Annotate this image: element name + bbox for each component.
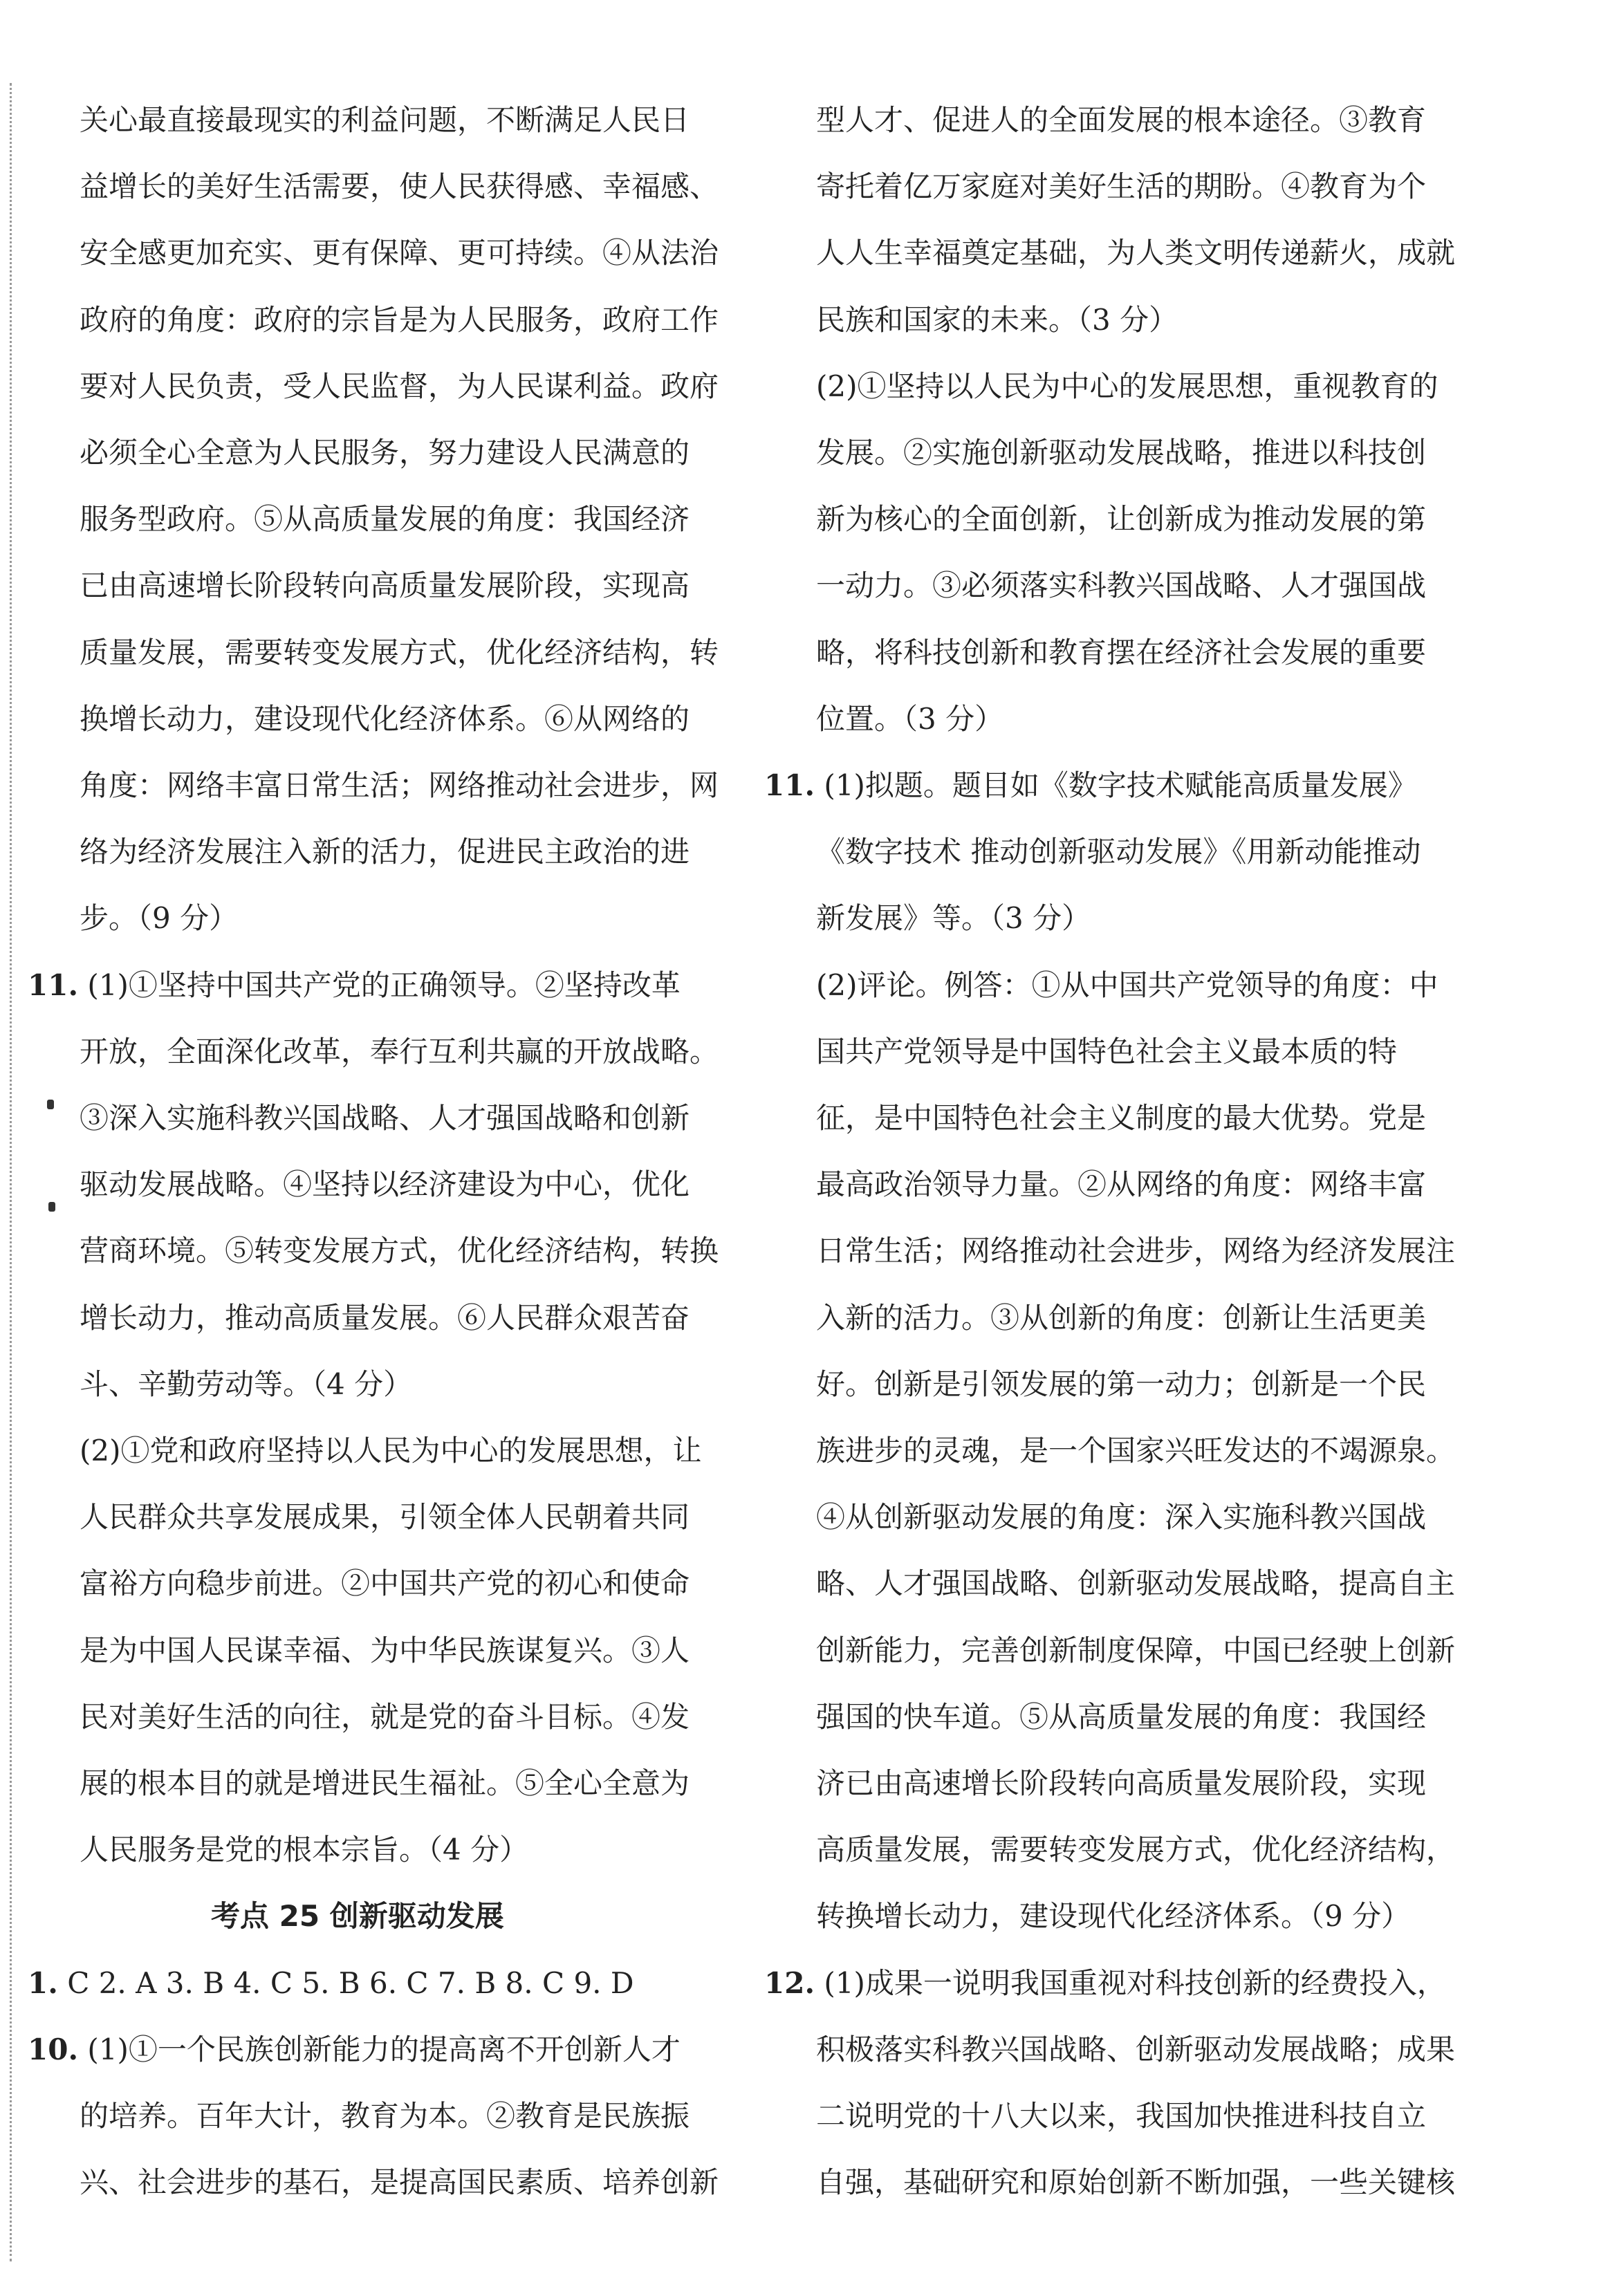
- left-column-line: 角度：网络丰富日常生活；网络推动社会进步，网: [80, 768, 719, 802]
- left-column-line: 益增长的美好生活需要，使人民获得感、幸福感、: [80, 169, 719, 204]
- right-column-line: 高质量发展，需要转变发展方式，优化经济结构，: [816, 1833, 1456, 1867]
- left-column-line: [28, 1967, 634, 2000]
- right-column-line: 《数字技术 推动创新驱动发展》《用新动能推动: [816, 835, 1421, 869]
- left-column-line: 质量发展，需要转变发展方式，优化经济结构，转: [80, 635, 719, 669]
- left-column-line: 安全感更加充实、更有保障、更可持续。④从法治: [80, 236, 719, 270]
- item-number: 11.: [764, 768, 815, 802]
- left-column-line: 民对美好生活的向往，就是党的奋斗目标。④发: [80, 1699, 690, 1734]
- item-number: 10.: [28, 2032, 79, 2066]
- right-column-line: 入新的活力。③从创新的角度：创新让生活更美: [816, 1300, 1427, 1335]
- left-column-line: 开放，全面深化改革，奉行互利共赢的开放战略。: [80, 1034, 719, 1068]
- left-column-line: 必须全心全意为人民服务，努力建设人民满意的: [80, 436, 690, 470]
- left-column-line: 展的根本目的就是增进民生福祉。⑤全心全意为: [80, 1766, 690, 1800]
- right-column-line: 发展。②实施创新驱动发展战略，推进以科技创: [816, 436, 1427, 470]
- left-column-line: 兴、社会进步的基石，是提高国民素质、培养创新: [80, 2165, 719, 2200]
- left-column-line: ③深入实施科教兴国战略、人才强国战略和创新: [80, 1101, 690, 1135]
- right-column-line: 族进步的灵魂，是一个国家兴旺发达的不竭源泉。: [816, 1434, 1456, 1468]
- ink-mark: [47, 1100, 54, 1109]
- left-column-line: 是为中国人民谋幸福、为中华民族谋复兴。③人: [80, 1633, 690, 1667]
- left-column-line: [28, 2033, 681, 2066]
- item-number: 12.: [764, 1965, 815, 2000]
- left-column-line: 增长动力，推动高质量发展。⑥人民群众艰苦奋: [80, 1300, 690, 1335]
- left-column-line: 斗、辛勤劳动等。（4 分）: [80, 1367, 413, 1401]
- right-column-line: 济已由高速增长阶段转向高质量发展阶段，实现: [816, 1766, 1427, 1800]
- right-column-line: 强国的快车道。⑤从高质量发展的角度：我国经: [816, 1699, 1427, 1734]
- left-column-line: 营商环境。⑤转变发展方式，优化经济结构，转换: [80, 1234, 719, 1268]
- right-column-line: 寄托着亿万家庭对美好生活的期盼。④教育为个: [816, 169, 1427, 204]
- item-number: 1.: [28, 1965, 58, 2000]
- left-column-line: 络为经济发展注入新的活力，促进民主政治的进: [80, 835, 690, 869]
- right-column-line: ④从创新驱动发展的角度：深入实施科教兴国战: [816, 1500, 1427, 1535]
- left-column-line: 已由高速增长阶段转向高质量发展阶段，实现高: [80, 568, 690, 603]
- left-column-line: 人民群众共享发展成果，引领全体人民朝着共同: [80, 1500, 690, 1535]
- right-column-line: 国共产党领导是中国特色社会主义最本质的特: [816, 1034, 1398, 1068]
- right-column-line: 新发展》等。（3 分）: [816, 901, 1091, 936]
- right-column-line: 位置。（3 分）: [816, 701, 1004, 736]
- left-column-line: 富裕方向稳步前进。②中国共产党的初心和使命: [80, 1566, 690, 1601]
- right-column-line: 好。创新是引领发展的第一动力；创新是一个民: [816, 1367, 1427, 1401]
- left-column-line: 步。（9 分）: [80, 901, 239, 936]
- right-column-line: 略、人才强国战略、创新驱动发展战略，提高自主: [816, 1566, 1456, 1601]
- right-column-line: 征，是中国特色社会主义制度的最大优势。党是: [816, 1101, 1427, 1135]
- left-column-line: 人民服务是党的根本宗旨。（4 分）: [80, 1833, 529, 1867]
- left-column-line: 关心最直接最现实的利益问题，不断满足人民日: [80, 103, 690, 137]
- item-text: C 2. A 3. B 4. C 5. B 6. C 7. B 8. C 9. D: [57, 1965, 634, 2000]
- right-column-line: 自强，基础研究和原始创新不断加强，一些关键核: [816, 2165, 1456, 2200]
- right-column-line: 型人才、促进人的全面发展的根本途径。③教育: [816, 103, 1427, 137]
- right-column-line: [764, 1967, 1446, 2000]
- right-column-line: 略，将科技创新和教育摆在经济社会发展的重要: [816, 635, 1427, 669]
- right-column-line: 人人生幸福奠定基础，为人类文明传递薪火，成就: [816, 236, 1456, 270]
- right-column-line: 转换增长动力，建设现代化经济体系。（9 分）: [816, 1899, 1411, 1934]
- right-column-line: 二说明党的十八大以来，我国加快推进科技自立: [816, 2099, 1427, 2133]
- right-column-line: (2)评论。例答：①从中国共产党领导的角度：中: [816, 968, 1438, 1002]
- item-text: (1)拟题。题目如《数字技术赋能高质量发展》: [815, 768, 1417, 802]
- left-column-line: 的培养。百年大计，教育为本。②教育是民族振: [80, 2099, 690, 2133]
- right-column-line: (2)①坚持以人民为中心的发展思想，重视教育的: [816, 369, 1438, 403]
- left-column-line: (2)①党和政府坚持以人民为中心的发展思想，让: [80, 1434, 702, 1468]
- left-column-line: 考点 25 创新驱动发展: [211, 1899, 504, 1934]
- right-column-line: 最高政治领导力量。②从网络的角度：网络丰富: [816, 1167, 1427, 1202]
- item-text: (1)①一个民族创新能力的提高离不开创新人才: [78, 2032, 681, 2066]
- right-column-line: 一动力。③必须落实科教兴国战略、人才强国战: [816, 568, 1427, 603]
- right-column-line: 积极落实科教兴国战略、创新驱动发展战略；成果: [816, 2032, 1456, 2066]
- right-column-line: 民族和国家的未来。（3 分）: [816, 302, 1178, 337]
- right-column-line: 日常生活；网络推动社会进步，网络为经济发展注: [816, 1234, 1456, 1268]
- binding-dotted-line: [10, 83, 12, 2261]
- left-column-line: 换增长动力，建设现代化经济体系。⑥从网络的: [80, 701, 690, 736]
- item-text: (1)成果一说明我国重视对科技创新的经费投入，: [815, 1965, 1446, 2000]
- left-column-line: 驱动发展战略。④坚持以经济建设为中心，优化: [80, 1167, 690, 1202]
- right-column-line: 新为核心的全面创新，让创新成为推动发展的第: [816, 502, 1427, 537]
- right-column-line: [764, 769, 1417, 802]
- left-column-line: [28, 969, 681, 1002]
- item-number: 11.: [28, 968, 79, 1002]
- left-column-line: 服务型政府。⑤从高质量发展的角度：我国经济: [80, 502, 690, 537]
- item-text: (1)①坚持中国共产党的正确领导。②坚持改革: [78, 968, 681, 1002]
- left-column-line: 政府的角度：政府的宗旨是为人民服务，政府工作: [80, 302, 719, 337]
- left-column-line: 要对人民负责，受人民监督，为人民谋利益。政府: [80, 369, 719, 403]
- right-column-line: 创新能力，完善创新制度保障，中国已经驶上创新: [816, 1633, 1456, 1667]
- ink-mark: [48, 1202, 55, 1212]
